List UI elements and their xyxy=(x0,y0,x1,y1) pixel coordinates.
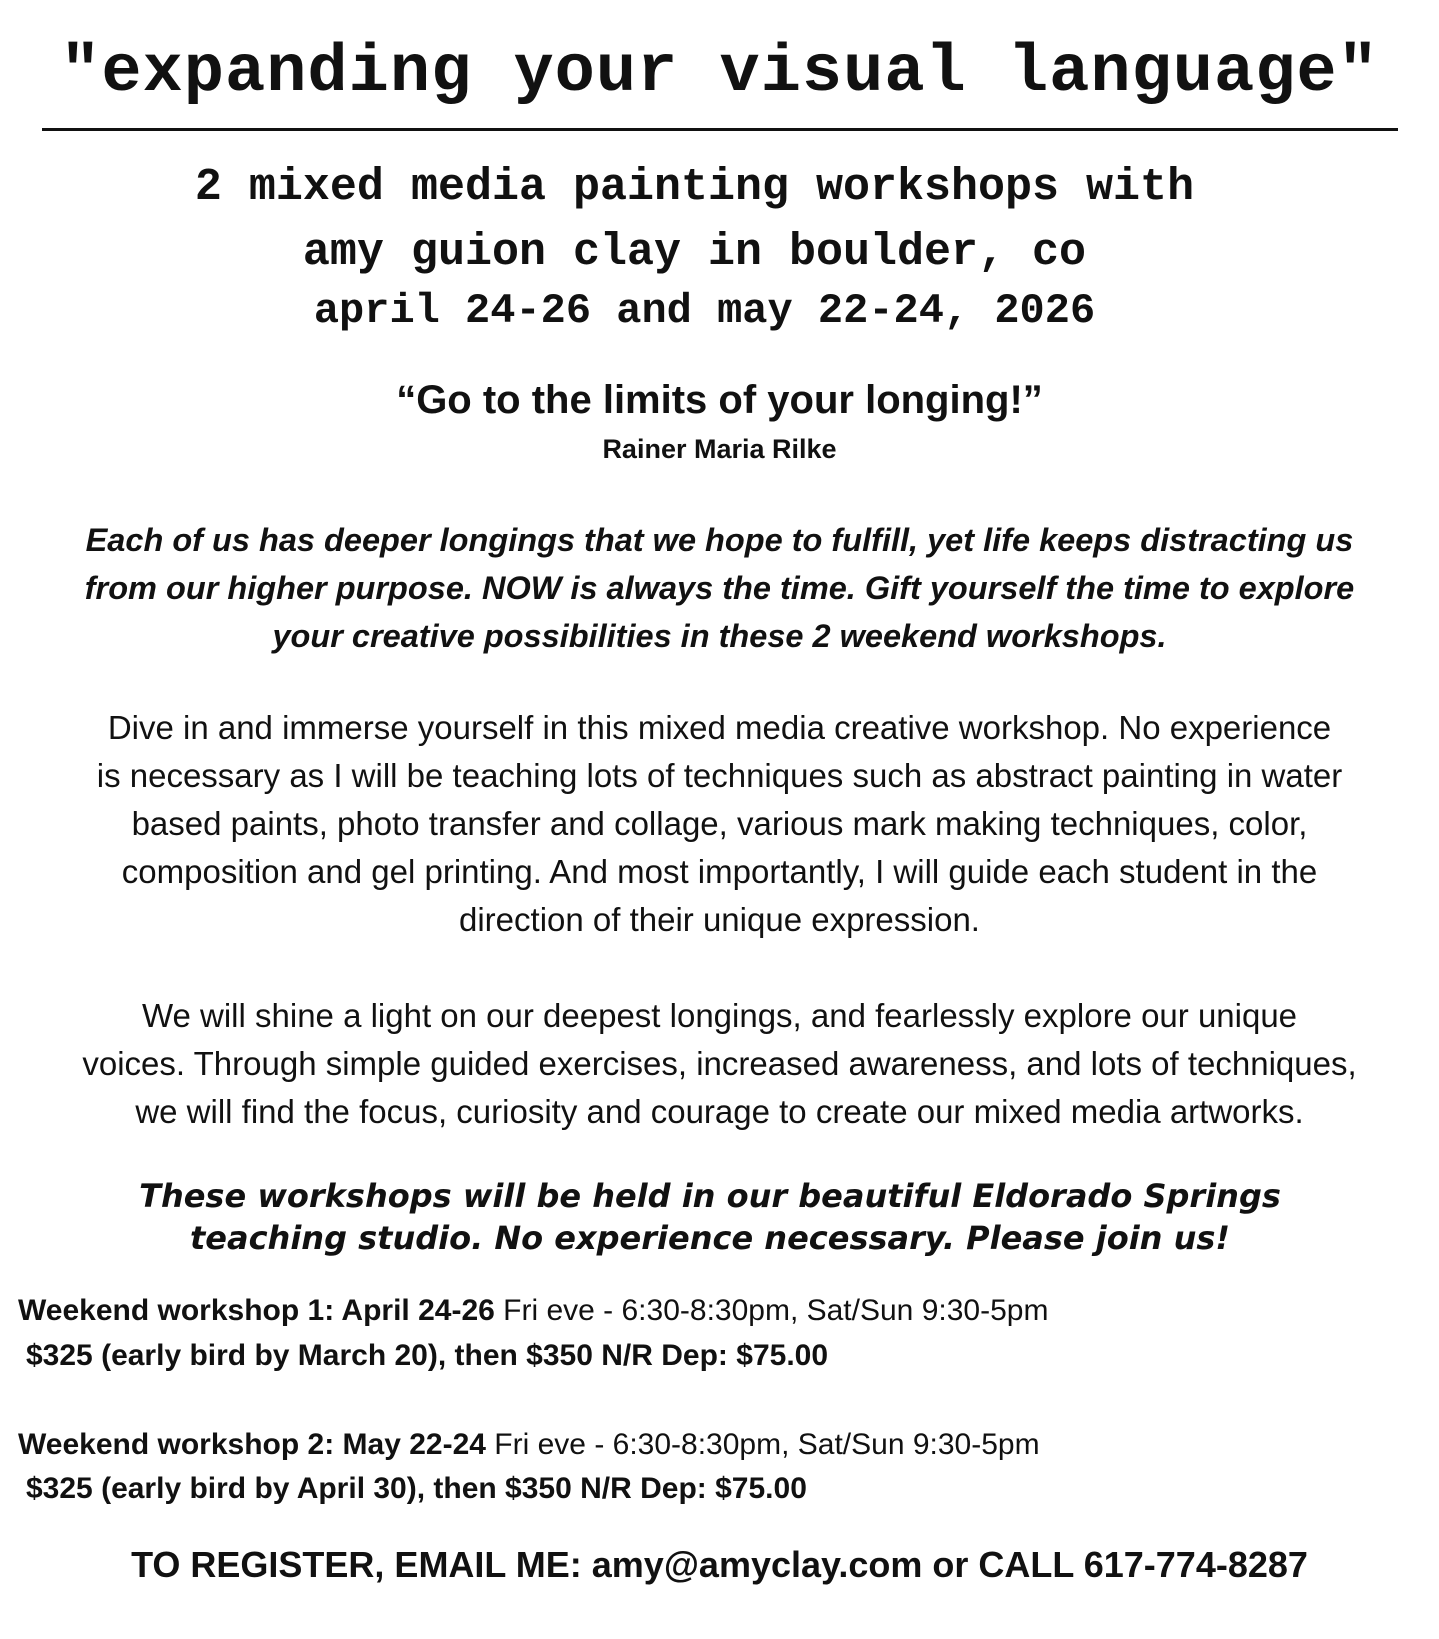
workshop-1-label: Weekend workshop 1: April 24-26 xyxy=(18,1294,495,1327)
workshop-2-label: Weekend workshop 2: May 22-24 xyxy=(18,1428,486,1461)
subtitle-line-2: amy guion clay in boulder, co xyxy=(302,227,1087,278)
description-paragraph-1 xyxy=(10,704,1429,944)
description-line: composition and gel printing. And most importantly, I will guide each student in the xyxy=(121,853,1318,890)
description-line: voices. Through simple guided exercises, increased awareness, and lots of techniques, xyxy=(82,1045,1357,1082)
subtitle-line-1: 2 mixed media painting workshops with xyxy=(194,162,1195,213)
description-line: direction of their unique expression. xyxy=(459,901,980,938)
description-line: is necessary as I will be teaching lots of techniques such as abstract painting in water xyxy=(96,757,1343,794)
description-line: We will shine a light on our deepest longings, and fearlessly explore our unique xyxy=(141,997,1298,1034)
intro-paragraph xyxy=(10,516,1429,660)
workshop-1-price: $325 (early bird by March 20), then $350 N/R Dep: $75.00 xyxy=(26,1339,829,1372)
workshop-1-heading xyxy=(18,1296,1048,1326)
note-line: These workshops will be held in our beautiful Eldorado Springs xyxy=(139,1177,1281,1215)
quote-author: Rainer Maria Rilke xyxy=(602,434,837,464)
flyer-title: "expanding your visual language" xyxy=(60,35,1379,111)
workshop-2-schedule: Fri eve - 6:30-8:30pm, Sat/Sun 9:30-5pm xyxy=(494,1428,1040,1461)
location-note xyxy=(40,1175,1380,1259)
registration-info: TO REGISTER, EMAIL ME: amy@amyclay.com or CALL 617-774-8287 xyxy=(131,1544,1308,1585)
description-paragraph-2 xyxy=(10,992,1429,1136)
description-line: we will find the focus, curiosity and courage to create our mixed media artworks. xyxy=(135,1093,1304,1130)
intro-line: from our higher purpose. NOW is always the time. Gift yourself the time to explore xyxy=(84,570,1355,606)
workshop-2-price: $325 (early bird by April 30), then $350 N/R Dep: $75.00 xyxy=(26,1472,807,1505)
workshop-dates: april 24-26 and may 22-24, 2026 xyxy=(313,287,1096,335)
note-line: teaching studio. No experience necessary. Please join us! xyxy=(189,1219,1231,1257)
description-line: Dive in and immerse yourself in this mixed media creative workshop. No experience xyxy=(107,709,1332,746)
description-line: based paints, photo transfer and collage, various mark making techniques, color, xyxy=(131,805,1308,842)
intro-line: Each of us has deeper longings that we hope to fulfill, yet life keeps distracting us xyxy=(85,522,1354,558)
workshop-1-schedule: Fri eve - 6:30-8:30pm, Sat/Sun 9:30-5pm xyxy=(503,1294,1049,1327)
title-underline xyxy=(42,128,1398,131)
workshop-2-heading xyxy=(18,1430,1040,1460)
quote-text: “Go to the limits of your longing!” xyxy=(396,378,1043,422)
intro-line: your creative possibilities in these 2 weekend workshops. xyxy=(272,618,1167,654)
